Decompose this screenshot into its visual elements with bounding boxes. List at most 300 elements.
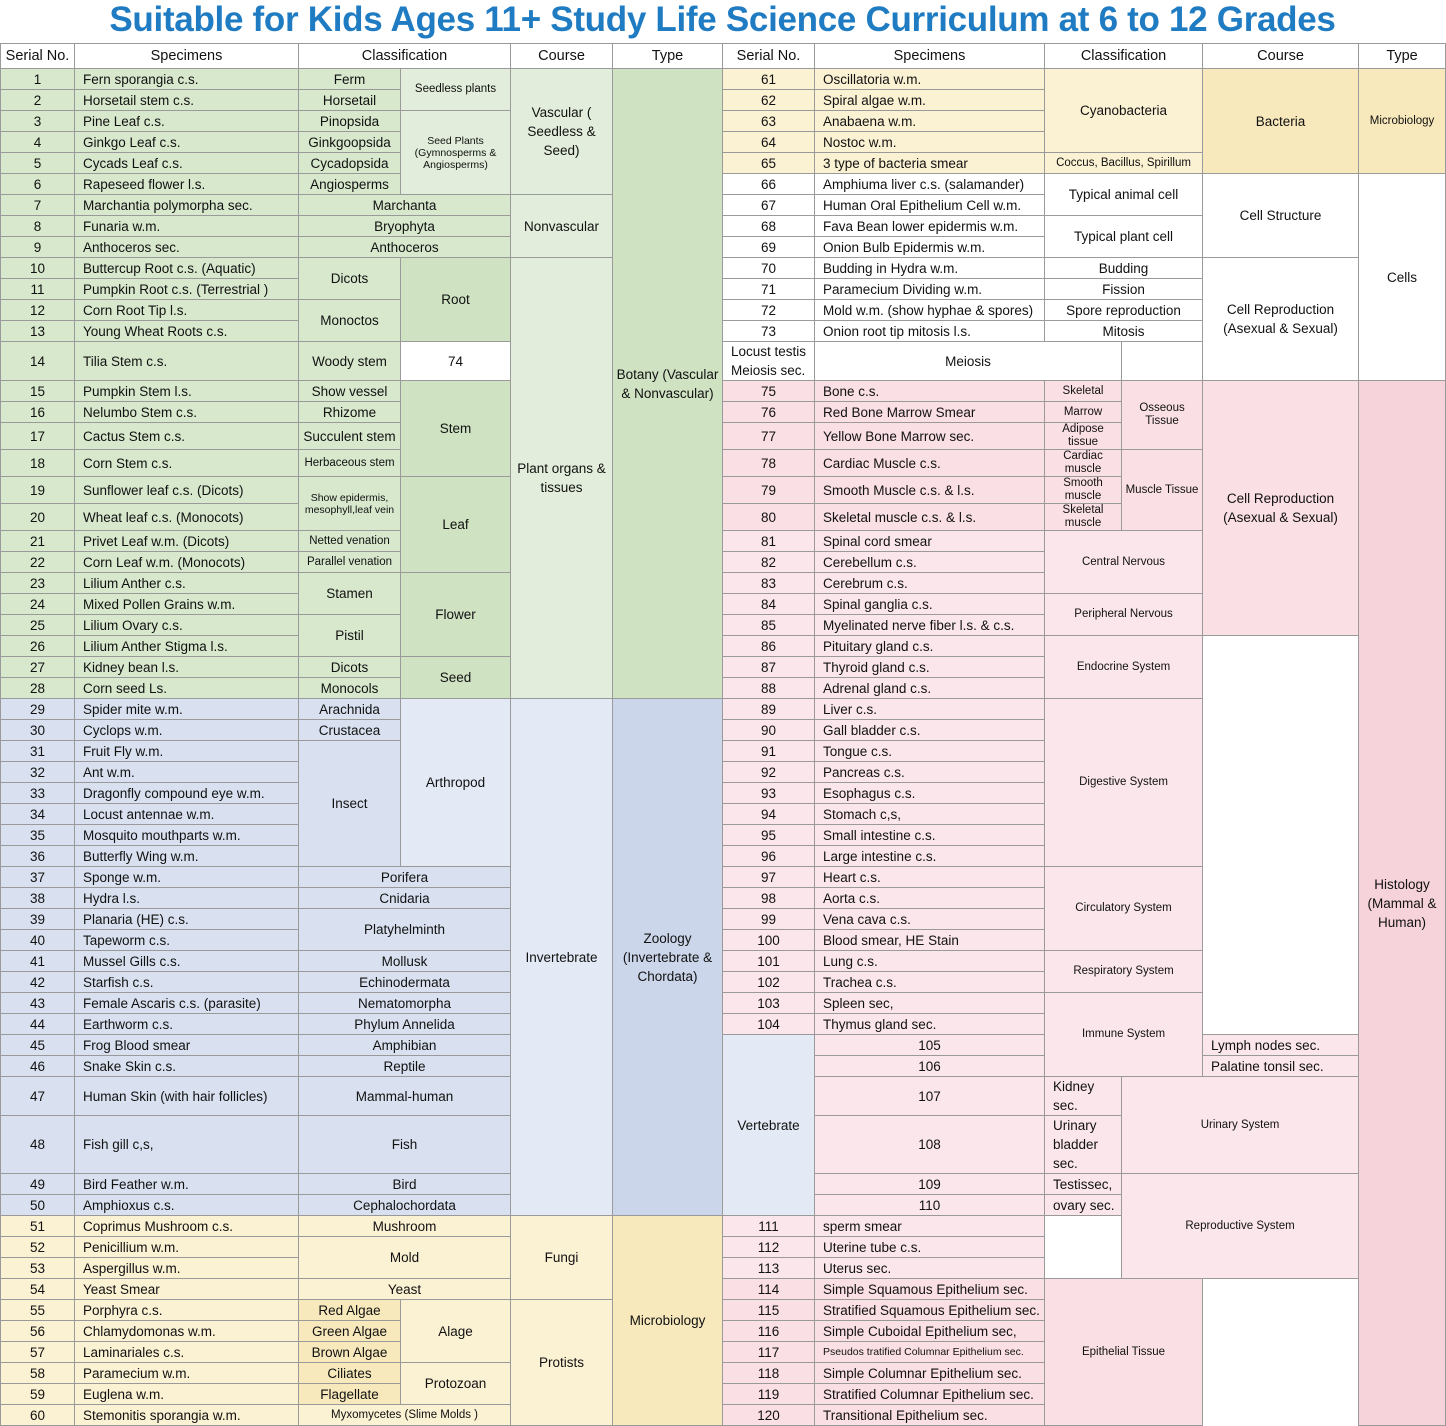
cell-classification: Ferm [299,69,401,90]
cell-classification: Circulatory System [1045,867,1203,951]
cell-class-group: Flower [401,573,511,657]
cell-specimen: Urinary bladder sec. [1045,1116,1122,1174]
cell-serial: 52 [1,1237,75,1258]
header-classification-right: Classification [1045,44,1203,69]
cell-specimen: Cerebrum c.s. [815,573,1045,594]
cell-serial: 77 [723,423,815,450]
cell-specimen: Fava Bean lower epidermis w.m. [815,216,1045,237]
cell-serial: 109 [815,1174,1045,1195]
cell-classification: Monocols [299,678,401,699]
cell-serial: 29 [1,699,75,720]
cell-specimen: Paramecium w.m. [75,1363,299,1384]
cell-serial: 58 [1,1363,75,1384]
table-row [1,174,1446,195]
cell-specimen: Pseudos tratified Columnar Epithelium sec. [815,1342,1045,1363]
cell-classification: Peripheral Nervous [1045,594,1203,636]
cell-specimen: Thymus gland sec. [815,1014,1045,1035]
cell-classification: Adipose tissue [1045,423,1122,450]
header-specimens-left: Specimens [75,44,299,69]
cell-specimen: Heart c.s. [815,867,1045,888]
cell-serial: 31 [1,741,75,762]
cell-classification: Fish [299,1116,511,1174]
cell-serial: 30 [1,720,75,741]
cell-serial: 84 [723,594,815,615]
cell-specimen: Thyroid gland c.s. [815,657,1045,678]
cell-serial: 5 [1,153,75,174]
cell-classification: Mammal-human [299,1077,511,1116]
table-row [1,636,1446,657]
cell-specimen: Myelinated nerve fiber l.s. & c.s. [815,615,1045,636]
cell-classification: Typical animal cell [1045,174,1203,216]
cell-serial: 3 [1,111,75,132]
table-row [1,951,1446,972]
cell-serial: 20 [1,504,75,531]
cell-type: Microbiology [613,1216,723,1426]
header-course-left: Course [511,44,613,69]
cell-specimen: Snake Skin c.s. [75,1056,299,1077]
cell-specimen: Human Oral Epithelium Cell w.m. [815,195,1045,216]
cell-serial: 21 [1,531,75,552]
cell-specimen: Nelumbo Stem c.s. [75,402,299,423]
cell-specimen: Euglena w.m. [75,1384,299,1405]
cell-serial: 96 [723,846,815,867]
cell-classification: Woody stem [299,342,401,381]
cell-serial: 27 [1,657,75,678]
table-row [1,678,1446,699]
cell-specimen: Liver c.s. [815,699,1045,720]
header-row [1,44,1446,69]
cell-serial: 41 [1,951,75,972]
cell-classification: Skeletal [1045,381,1122,402]
cell-specimen: Corn Root Tip l.s. [75,300,299,321]
cell-specimen: Rapeseed flower l.s. [75,174,299,195]
cell-specimen: Mosquito mouthparts w.m. [75,825,299,846]
cell-serial: 94 [723,804,815,825]
table-row [1,1279,1446,1300]
cell-serial: 11 [1,279,75,300]
cell-serial: 72 [723,300,815,321]
cell-specimen: Cerebellum c.s. [815,552,1045,573]
cell-serial: 13 [1,321,75,342]
cell-classification: Immune System [1045,993,1203,1077]
cell-specimen: Transitional Epithelium sec. [815,1405,1045,1426]
cell-serial: 103 [723,993,815,1014]
cell-specimen: Corn Stem c.s. [75,450,299,477]
cell-specimen: Lilium Ovary c.s. [75,615,299,636]
cell-specimen: Fern sporangia c.s. [75,69,299,90]
table-row [1,720,1446,741]
cell-serial: 62 [723,90,815,111]
cell-classification: Stamen [299,573,401,615]
cell-course: Cell Reproduction (Asexual & Sexual) [1203,258,1359,381]
cell-specimen: Onion root tip mitosis l.s. [815,321,1045,342]
cell-classification: Echinodermata [299,972,511,993]
cell-specimen: Yellow Bone Marrow sec. [815,423,1045,450]
table-row [1,657,1446,678]
cell-serial: 26 [1,636,75,657]
cell-specimen: Funaria w.m. [75,216,299,237]
cell-specimen: Gall bladder c.s. [815,720,1045,741]
cell-classification: Cycadopsida [299,153,401,174]
cell-specimen: Pumpkin Root c.s. (Terrestrial ) [75,279,299,300]
cell-class-group: Seed [401,657,511,699]
cell-classification: Brown Algae [299,1342,401,1363]
cell-classification: Typical plant cell [1045,216,1203,258]
cell-specimen: Lung c.s. [815,951,1045,972]
cell-serial: 74 [401,342,511,381]
cell-specimen: Uterine tube c.s. [815,1237,1045,1258]
cell-serial: 18 [1,450,75,477]
cell-specimen: Budding in Hydra w.m. [815,258,1045,279]
cell-specimen: Coprimus Mushroom c.s. [75,1216,299,1237]
cell-serial: 67 [723,195,815,216]
cell-classification: Endocrine System [1045,636,1203,699]
cell-type: Zoology (Invertebrate & Chordata) [613,699,723,1216]
cell-class-group: Seed Plants (Gymnosperms & Angiosperms) [401,111,511,195]
cell-type: Histology (Mammal & Human) [1359,381,1446,1426]
cell-specimen: Buttercup Root c.s. (Aquatic) [75,258,299,279]
cell-serial: 85 [723,615,815,636]
table-row [1,783,1446,804]
cell-specimen: Cactus Stem c.s. [75,423,299,450]
cell-specimen: Uterus sec. [815,1258,1045,1279]
cell-course: Nonvascular [511,195,613,258]
cell-serial: 114 [723,1279,815,1300]
cell-serial: 95 [723,825,815,846]
cell-specimen: Nostoc w.m. [815,132,1045,153]
cell-specimen: Stomach c,s, [815,804,1045,825]
cell-classification: Phylum Annelida [299,1014,511,1035]
cell-specimen: Corn Leaf w.m. (Monocots) [75,552,299,573]
cell-specimen: Spinal cord smear [815,531,1045,552]
cell-serial: 4 [1,132,75,153]
cell-specimen: Vena cava c.s. [815,909,1045,930]
header-classification-left: Classification [299,44,511,69]
cell-serial: 8 [1,216,75,237]
cell-specimen: Spider mite w.m. [75,699,299,720]
cell-serial: 23 [1,573,75,594]
cell-serial: 73 [723,321,815,342]
cell-serial: 33 [1,783,75,804]
cell-specimen: Corn seed Ls. [75,678,299,699]
table-body [1,69,1446,1426]
cell-classification: Mushroom [299,1216,511,1237]
cell-classification: Skeletal muscle [1045,504,1122,531]
cell-specimen: Pine Leaf c.s. [75,111,299,132]
cell-classification: Smooth muscle [1045,477,1122,504]
cell-classification: Show vessel [299,381,401,402]
cell-serial: 34 [1,804,75,825]
header-serial-right: Serial No. [723,44,815,69]
cell-serial: 100 [723,930,815,951]
cell-class-group: Alage [401,1300,511,1363]
cell-serial: 39 [1,909,75,930]
cell-serial: 97 [723,867,815,888]
cell-serial: 115 [723,1300,815,1321]
cell-specimen: Butterfly Wing w.m. [75,846,299,867]
cell-specimen: Mixed Pollen Grains w.m. [75,594,299,615]
cell-serial: 120 [723,1405,815,1426]
cell-serial: 78 [723,450,815,477]
cell-specimen: Ginkgo Leaf c.s. [75,132,299,153]
cell-specimen: Simple Squamous Epithelium sec. [815,1279,1045,1300]
cell-serial: 32 [1,762,75,783]
cell-course: Vascular ( Seedless & Seed) [511,69,613,195]
table-row [1,825,1446,846]
cell-specimen: Kidney sec. [1045,1077,1122,1116]
cell-classification: Mollusk [299,951,511,972]
cell-serial: 112 [723,1237,815,1258]
cell-classification: Epithelial Tissue [1045,1279,1203,1426]
table-row [1,741,1446,762]
table-row [1,846,1446,867]
cell-specimen: Mold w.m. (show hyphae & spores) [815,300,1045,321]
cell-specimen: Simple Columnar Epithelium sec. [815,1363,1045,1384]
cell-specimen: Wheat leaf c.s. (Monocots) [75,504,299,531]
cell-specimen: Pancreas c.s. [815,762,1045,783]
cell-classification: Mold [299,1237,511,1279]
cell-type: Microbiology [1359,69,1446,174]
cell-serial: 91 [723,741,815,762]
cell-specimen: Spinal ganglia c.s. [815,594,1045,615]
cell-serial: 28 [1,678,75,699]
cell-specimen: Human Skin (with hair follicles) [75,1077,299,1116]
cell-specimen: sperm smear [815,1216,1045,1237]
cell-serial: 65 [723,153,815,174]
cell-serial: 102 [723,972,815,993]
cell-serial: 15 [1,381,75,402]
cell-specimen: Tongue c.s. [815,741,1045,762]
cell-specimen: Stratified Squamous Epithelium sec. [815,1300,1045,1321]
cell-classification: Cnidaria [299,888,511,909]
cell-serial: 88 [723,678,815,699]
cell-specimen: Locust antennae w.m. [75,804,299,825]
cell-class-group-vertebrate: Vertebrate [723,1035,815,1216]
cell-classification: Flagellate [299,1384,401,1405]
cell-serial: 108 [815,1116,1045,1174]
table-row [1,1321,1446,1342]
cell-specimen: Aspergillus w.m. [75,1258,299,1279]
cell-class-group: Arthropod [401,699,511,867]
cell-serial: 40 [1,930,75,951]
cell-serial: 80 [723,504,815,531]
cell-specimen: Sponge w.m. [75,867,299,888]
cell-specimen: ovary sec. [1045,1195,1122,1216]
cell-specimen: Kidney bean l.s. [75,657,299,678]
cell-class-group: Stem [401,381,511,477]
table-row [1,1405,1446,1426]
cell-specimen: Amphioxus c.s. [75,1195,299,1216]
cell-serial: 9 [1,237,75,258]
table-row [1,69,1446,90]
table-row [1,258,1446,279]
cell-serial: 110 [815,1195,1045,1216]
cell-classification: Herbaceous stem [299,450,401,477]
cell-specimen: Stemonitis sporangia w.m. [75,1405,299,1426]
cell-specimen: Large intestine c.s. [815,846,1045,867]
cell-serial: 55 [1,1300,75,1321]
cell-course: Invertebrate [511,699,613,1216]
table-row [1,930,1446,951]
cell-specimen: Small intestine c.s. [815,825,1045,846]
cell-serial: 107 [815,1077,1045,1116]
cell-classification: Pistil [299,615,401,657]
cell-class-group: Leaf [401,477,511,573]
cell-serial: 99 [723,909,815,930]
table-row [1,762,1446,783]
cell-serial: 1 [1,69,75,90]
cell-classification: Marrow [1045,402,1122,423]
cell-specimen: Amphiuma liver c.s. (salamander) [815,174,1045,195]
cell-serial: 45 [1,1035,75,1056]
cell-classification: Crustacea [299,720,401,741]
cell-type: Cells [1359,174,1446,381]
cell-specimen: Esophagus c.s. [815,783,1045,804]
table-row [1,804,1446,825]
cell-classification: Dicots [299,258,401,300]
cell-specimen: Laminariales c.s. [75,1342,299,1363]
cell-serial: 16 [1,402,75,423]
cell-class-group: Muscle Tissue [1122,450,1203,531]
cell-specimen: Simple Cuboidal Epithelium sec, [815,1321,1045,1342]
cell-specimen: Fruit Fly w.m. [75,741,299,762]
cell-serial: 38 [1,888,75,909]
cell-specimen: Cyclops w.m. [75,720,299,741]
cell-classification: Parallel venation [299,552,401,573]
cell-classification: Myxomycetes (Slime Molds ) [299,1405,511,1426]
cell-specimen: Dragonfly compound eye w.m. [75,783,299,804]
cell-specimen: Pumpkin Stem l.s. [75,381,299,402]
cell-specimen: Planaria (HE) c.s. [75,909,299,930]
cell-serial: 71 [723,279,815,300]
cell-serial: 117 [723,1342,815,1363]
cell-specimen: Red Bone Marrow Smear [815,402,1045,423]
cell-serial: 90 [723,720,815,741]
header-serial-left: Serial No. [1,44,75,69]
table-row [1,867,1446,888]
cell-course: Cell Reproduction (Asexual & Sexual) [1203,381,1359,636]
specimens-table [0,43,1446,1426]
cell-specimen: Pituitary gland c.s. [815,636,1045,657]
cell-specimen: Locust testis Meiosis sec. [723,342,815,381]
cell-classification: Porifera [299,867,511,888]
cell-serial: 69 [723,237,815,258]
cell-serial: 57 [1,1342,75,1363]
cell-serial: 60 [1,1405,75,1426]
cell-specimen: Cycads Leaf c.s. [75,153,299,174]
cell-serial: 56 [1,1321,75,1342]
cell-serial: 101 [723,951,815,972]
cell-serial: 70 [723,258,815,279]
cell-classification: Urinary System [1122,1077,1359,1174]
cell-specimen: Adrenal gland c.s. [815,678,1045,699]
cell-specimen: Mussel Gills c.s. [75,951,299,972]
cell-specimen: Sunflower leaf c.s. (Dicots) [75,477,299,504]
cell-specimen: Female Ascaris c.s. (parasite) [75,993,299,1014]
cell-specimen: Bird Feather w.m. [75,1174,299,1195]
table-row [1,993,1446,1014]
table-row [1,381,1446,402]
cell-specimen: Anthoceros sec. [75,237,299,258]
cell-serial: 87 [723,657,815,678]
cell-serial: 116 [723,1321,815,1342]
cell-serial: 59 [1,1384,75,1405]
cell-specimen: Lymph nodes sec. [1203,1035,1359,1056]
cell-specimen: Lilium Anther c.s. [75,573,299,594]
cell-classification: Amphibian [299,1035,511,1056]
cell-classification: Yeast [299,1279,511,1300]
cell-specimen: Yeast Smear [75,1279,299,1300]
table-header [1,44,1446,69]
cell-specimen: Cardiac Muscle c.s. [815,450,1045,477]
cell-serial: 113 [723,1258,815,1279]
cell-specimen: Starfish c.s. [75,972,299,993]
cell-course: Plant organs & tissues [511,258,613,699]
cell-classification: Ginkgoopsida [299,132,401,153]
cell-specimen: 3 type of bacteria smear [815,153,1045,174]
cell-classification: Pinopsida [299,111,401,132]
cell-classification: Cephalochordata [299,1195,511,1216]
cell-class-group: Osseous Tissue [1122,381,1203,450]
cell-classification: Green Algae [299,1321,401,1342]
table-row [1,1342,1446,1363]
cell-specimen: Blood smear, HE Stain [815,930,1045,951]
table-row [1,909,1446,930]
cell-serial: 119 [723,1384,815,1405]
cell-class-group: Root [401,258,511,342]
cell-serial: 75 [723,381,815,402]
cell-specimen: Aorta c.s. [815,888,1045,909]
cell-specimen: Spleen sec, [815,993,1045,1014]
cell-serial: 19 [1,477,75,504]
cell-classification: Anthoceros [299,237,511,258]
cell-course: Bacteria [1203,69,1359,174]
cell-classification: Mitosis [1045,321,1203,342]
cell-serial: 93 [723,783,815,804]
cell-specimen: Smooth Muscle c.s. & l.s. [815,477,1045,504]
cell-serial: 86 [723,636,815,657]
cell-serial: 82 [723,552,815,573]
cell-specimen: Ant w.m. [75,762,299,783]
header-course-right: Course [1203,44,1359,69]
cell-classification: Central Nervous [1045,531,1203,594]
cell-classification: Budding [1045,258,1203,279]
cell-serial: 43 [1,993,75,1014]
cell-serial: 7 [1,195,75,216]
cell-specimen: Stratified Columnar Epithelium sec. [815,1384,1045,1405]
cell-specimen: Chlamydomonas w.m. [75,1321,299,1342]
cell-classification: Coccus, Bacillus, Spirillum [1045,153,1203,174]
cell-specimen: Bone c.s. [815,381,1045,402]
cell-serial: 89 [723,699,815,720]
cell-serial: 2 [1,90,75,111]
cell-classification: Cardiac muscle [1045,450,1122,477]
cell-serial: 79 [723,477,815,504]
cell-serial: 50 [1,1195,75,1216]
cell-course: Cell Structure [1203,174,1359,258]
cell-course: Fungi [511,1216,613,1300]
table-row [1,1384,1446,1405]
table-row [1,1300,1446,1321]
cell-serial: 104 [723,1014,815,1035]
cell-specimen: Lilium Anther Stigma l.s. [75,636,299,657]
cell-serial: 17 [1,423,75,450]
cell-serial: 66 [723,174,815,195]
cell-specimen: Hydra l.s. [75,888,299,909]
cell-classification: Insect [299,741,401,867]
cell-classification: Rhizome [299,402,401,423]
cell-classification: Netted venation [299,531,401,552]
